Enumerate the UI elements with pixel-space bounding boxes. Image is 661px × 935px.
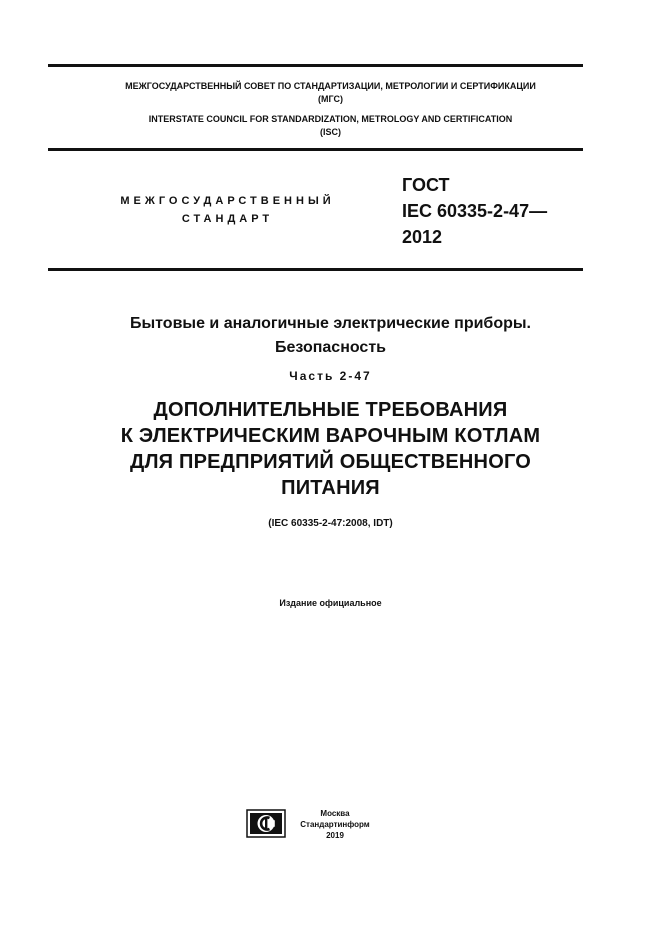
publisher-city: Москва	[320, 809, 350, 818]
council-ru-line: МЕЖГОСУДАРСТВЕННЫЙ СОВЕТ ПО СТАНДАРТИЗАЦИИ, МЕТРОЛОГИИ И СЕРТИФИКАЦИИ	[125, 81, 536, 91]
title-line1: Бытовые и аналогичные электрические приборы.	[130, 315, 531, 332]
lower-middle-rule	[48, 268, 583, 271]
gost-designation-line1: ГОСТ	[402, 175, 450, 195]
gost-designation-line2: IEC 60335-2-47—	[402, 201, 548, 221]
part-label: Часть 2-47	[289, 369, 372, 383]
standartinform-logo-icon	[246, 809, 286, 838]
big-title-line4: ПИТАНИЯ	[281, 477, 380, 499]
publisher-year: 2019	[326, 831, 344, 840]
top-rule	[48, 64, 583, 67]
iec-reference: (IEC 60335-2-47:2008, IDT)	[268, 518, 393, 529]
upper-middle-rule	[48, 148, 583, 151]
publisher-block	[290, 808, 380, 841]
big-title-line1: ДОПОЛНИТЕЛЬНЫЕ ТРЕБОВАНИЯ	[153, 399, 508, 421]
standard-label-line2: СТАНДАРТ	[181, 213, 274, 225]
title-line2: Безопасность	[275, 339, 386, 356]
gost-designation-line3: 2012	[402, 227, 443, 247]
big-title-line2: К ЭЛЕКТРИЧЕСКИМ ВАРОЧНЫМ КОТЛАМ	[120, 425, 541, 447]
council-ru-abbr: (МГС)	[318, 94, 343, 104]
publisher-name: Стандартинформ	[300, 820, 370, 829]
council-en-abbr: (ISC)	[320, 127, 341, 137]
council-en-line: INTERSTATE COUNCIL FOR STANDARDIZATION, METROLOGY AND CERTIFICATION	[148, 114, 513, 124]
big-title-line3: ДЛЯ ПРЕДПРИЯТИЙ ОБЩЕСТВЕННОГО	[130, 451, 531, 473]
edition-label: Издание официальное	[279, 598, 382, 608]
standard-label-line1: МЕЖГОСУДАРСТВЕННЫЙ	[120, 195, 335, 207]
